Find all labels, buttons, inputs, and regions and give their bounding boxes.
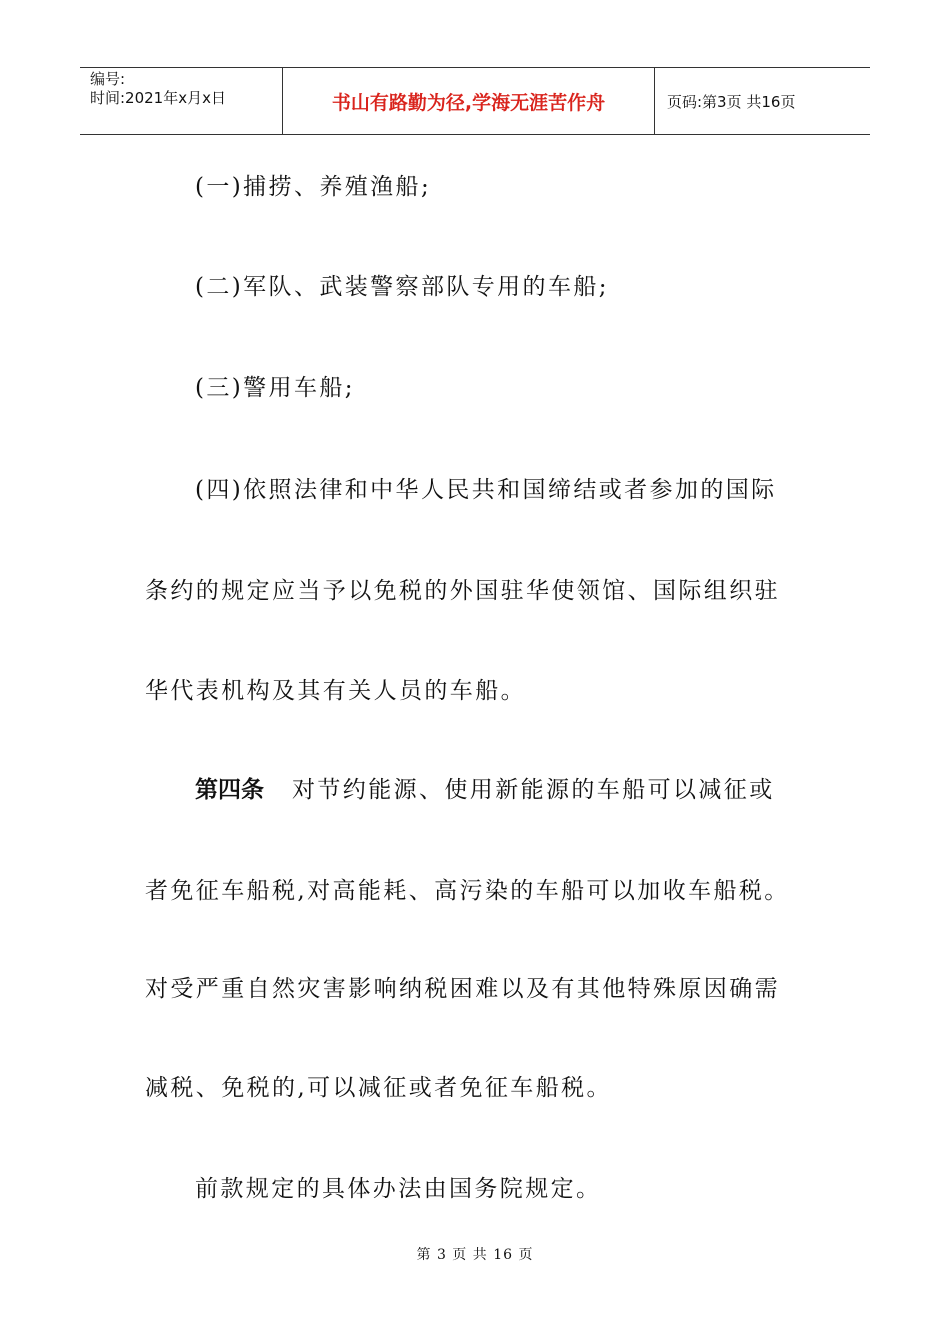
article-number: 第四条 (195, 777, 264, 803)
article-4-text: 对节约能源、使用新能源的车船可以减征或 (292, 777, 775, 803)
item-4-line-1: (四)依照法律和中华人民共和国缔结或者参加的国际 (195, 477, 777, 503)
item-3: (三)警用车船; (195, 375, 355, 401)
page-footer: 第 3 页 共 16 页 (416, 1247, 534, 1263)
item-4-line-2: 条约的规定应当予以免税的外国驻华使领馆、国际组织驻 (145, 578, 780, 604)
item-4-line-3: 华代表机构及其有关人员的车船。 (145, 678, 526, 704)
doc-number-label: 编号: (90, 70, 126, 88)
article-4-line-1 (195, 775, 775, 805)
paragraph-5: 前款规定的具体办法由国务院规定。 (195, 1176, 602, 1202)
header-motto: 书山有路勤为径,学海无涯苦作舟 (283, 68, 655, 134)
item-1: (一)捕捞、养殖渔船; (195, 174, 432, 200)
time-label: 时间:2021年x月x日 (90, 89, 226, 107)
item-2: (二)军队、武装警察部队专用的车船; (195, 274, 609, 300)
article-4-line-4: 减税、免税的,可以减征或者免征车船税。 (145, 1075, 612, 1101)
article-4-line-2: 者免征车船税,对高能耗、高污染的车船可以加收车船税。 (145, 878, 790, 904)
page-header (80, 67, 870, 135)
header-meta (80, 68, 283, 134)
article-4-line-3: 对受严重自然灾害影响纳税困难以及有其他特殊原因确需 (145, 976, 780, 1002)
header-page-info: 页码:第3页 共16页 (667, 92, 796, 111)
